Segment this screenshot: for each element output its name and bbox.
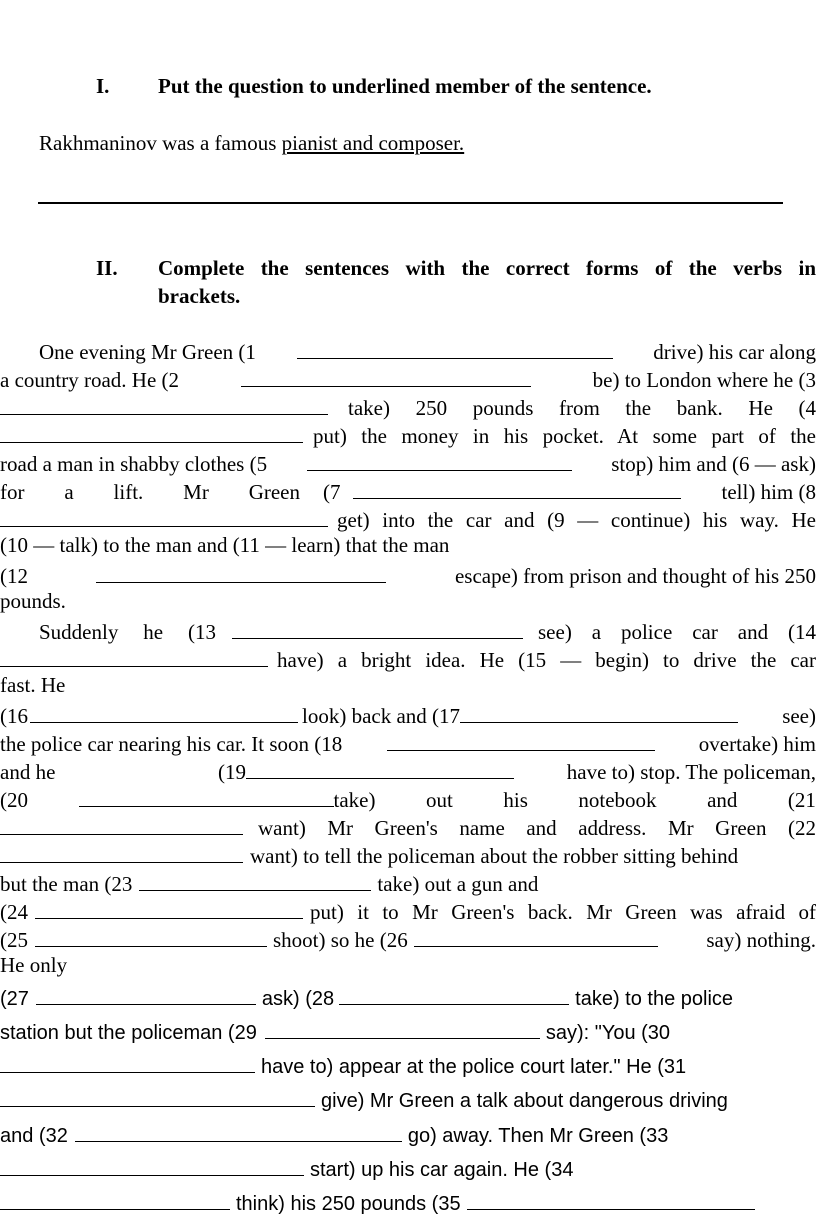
section-1-sentence [39, 131, 464, 156]
text-segment: notebook [578, 788, 657, 812]
text-segment: and [707, 788, 738, 812]
blank-26[interactable] [414, 925, 658, 947]
blank-27[interactable] [36, 984, 256, 1005]
text-segment: take) out a gun and [377, 872, 539, 896]
text-line: pounds. [0, 589, 66, 613]
text-segment: look) back and (17 [302, 704, 461, 728]
text-line [0, 1155, 816, 1182]
text-line [0, 897, 816, 925]
text-segment: tell) him (8 [721, 480, 816, 504]
blank-17[interactable] [460, 701, 738, 723]
text-segment: and (32 [0, 1125, 68, 1147]
text-line [0, 729, 816, 757]
text-segment: be) to London where he (3 [592, 368, 816, 392]
text-segment: overtake) him [698, 732, 816, 756]
sentence-plain: Rakhmaninov was a famous [39, 131, 282, 155]
text-segment: see) [782, 704, 816, 728]
text-line: He only [0, 953, 68, 977]
blank-28[interactable] [339, 984, 569, 1005]
text-line: fast. He [0, 673, 66, 697]
blank-18[interactable] [387, 729, 655, 751]
section-1-heading: Put the question to underlined member of the sentence. [158, 74, 652, 98]
text-segment: want) Mr Green's name and address. Mr Green (22 [258, 816, 816, 840]
section-2-heading: Complete the sentences with the correct forms of the verbs in [158, 256, 816, 280]
text-segment: shoot) so he (26 [273, 928, 408, 952]
blank-5[interactable] [307, 449, 572, 471]
text-segment: put) the money in his pocket. At some part of the [313, 424, 816, 448]
blank-31[interactable] [0, 1086, 315, 1107]
blank-7[interactable] [353, 477, 681, 499]
blank-3[interactable] [0, 393, 328, 415]
answer-line[interactable] [38, 202, 783, 204]
text-segment: Suddenly he (13 [39, 620, 216, 644]
text-line [0, 393, 816, 421]
blank-16[interactable] [30, 701, 298, 723]
text-line [0, 1086, 816, 1113]
text-segment: (16 [0, 704, 28, 728]
text-line [0, 1018, 816, 1045]
text-segment: road a man in shabby clothes (5 [0, 452, 268, 476]
blank-1[interactable] [297, 337, 613, 359]
text-segment: and he [0, 760, 56, 784]
text-line [0, 477, 816, 505]
blank-4[interactable] [0, 421, 303, 443]
blank-2[interactable] [241, 365, 531, 387]
text-line [0, 505, 816, 533]
text-line [39, 617, 816, 645]
text-line [0, 701, 816, 729]
text-segment: take) 250 pounds from the bank. He (4 [348, 396, 816, 420]
section-2-number: II. [96, 256, 118, 280]
text-segment: (20 [0, 788, 28, 812]
sentence-underlined: pianist and composer. [281, 131, 465, 155]
text-segment: (24 [0, 900, 28, 924]
text-line [0, 757, 816, 785]
text-segment: want) to tell the policeman about the robber sitting behind [250, 844, 739, 868]
text-line [0, 1189, 816, 1216]
text-segment: stop) him and (6 — ask) [611, 452, 816, 476]
blank-13[interactable] [232, 617, 523, 639]
text-segment: go) away. Then Mr Green (33 [407, 1125, 669, 1147]
text-segment: for a lift. Mr Green [0, 480, 300, 504]
text-segment: (7 [323, 480, 341, 504]
section-1-number: I. [96, 74, 110, 98]
text-line [0, 1121, 816, 1148]
text-segment: the police car nearing his car. It soon (18 [0, 732, 343, 756]
blank-35[interactable] [467, 1189, 755, 1210]
blank-20[interactable] [79, 785, 334, 807]
text-segment: his [503, 788, 528, 812]
text-line [0, 925, 816, 953]
blank-29[interactable] [265, 1018, 540, 1039]
text-line [0, 841, 816, 869]
text-segment: drive) his car along [653, 340, 816, 364]
blank-21[interactable] [0, 813, 243, 835]
text-segment: a country road. He (2 [0, 368, 180, 392]
text-line [0, 421, 816, 449]
text-segment: start) up his car again. He (34 [310, 1159, 574, 1181]
blank-14[interactable] [0, 645, 268, 667]
text-line: (10 — talk) to the man and (11 — learn) that the man [0, 533, 450, 557]
text-segment: (27 [0, 988, 29, 1010]
blank-8[interactable] [0, 505, 328, 527]
text-line [0, 365, 816, 393]
section-2-heading-cont: brackets. [158, 284, 241, 308]
text-line [0, 561, 816, 589]
text-segment: (19 [218, 760, 246, 784]
blank-34[interactable] [0, 1189, 230, 1210]
text-segment: but the man (23 [0, 872, 133, 896]
text-segment: have to) stop. The policeman, [566, 760, 816, 784]
blank-23[interactable] [139, 869, 371, 891]
text-line [0, 785, 816, 813]
text-segment: ask) (28 [261, 988, 335, 1010]
blank-24[interactable] [35, 897, 303, 919]
text-segment: (25 [0, 928, 28, 952]
blank-32[interactable] [75, 1121, 402, 1142]
text-line [0, 645, 816, 673]
text-segment: have) a bright idea. He (15 — begin) to drive the car [277, 648, 816, 672]
text-segment: get) into the car and (9 — continue) his way. He [337, 508, 816, 532]
blank-25[interactable] [35, 925, 267, 947]
text-segment: see) a police car and (14 [538, 620, 816, 644]
text-line [0, 1052, 816, 1079]
text-segment: put) it to Mr Green's back. Mr Green was afraid of [310, 900, 816, 924]
text-segment: have to) appear at the police court later." He (31 [261, 1056, 687, 1078]
text-segment: give) Mr Green a talk about dangerous driving [321, 1090, 728, 1112]
text-segment: say): "You (30 [545, 1022, 671, 1044]
blank-12[interactable] [96, 561, 386, 583]
text-line [0, 869, 816, 897]
text-segment: (12 [0, 564, 28, 588]
text-line [39, 337, 816, 365]
blank-33[interactable] [0, 1155, 304, 1176]
text-line [0, 984, 816, 1011]
text-segment: say) nothing. [706, 928, 816, 952]
text-segment: out [426, 788, 453, 812]
text-segment: take) [333, 788, 376, 812]
text-segment: think) his 250 pounds (35 [236, 1193, 461, 1215]
text-line [0, 813, 816, 841]
text-segment: (21 [787, 788, 816, 812]
text-segment: One evening Mr Green (1 [39, 340, 256, 364]
text-line [0, 449, 816, 477]
text-segment: station but the policeman (29 [0, 1022, 257, 1044]
text-segment: take) to the police [575, 988, 734, 1010]
text-segment: escape) from prison and thought of his 250 [454, 564, 816, 588]
blank-22[interactable] [0, 841, 243, 863]
blank-19[interactable] [246, 757, 514, 779]
blank-30[interactable] [0, 1052, 255, 1073]
